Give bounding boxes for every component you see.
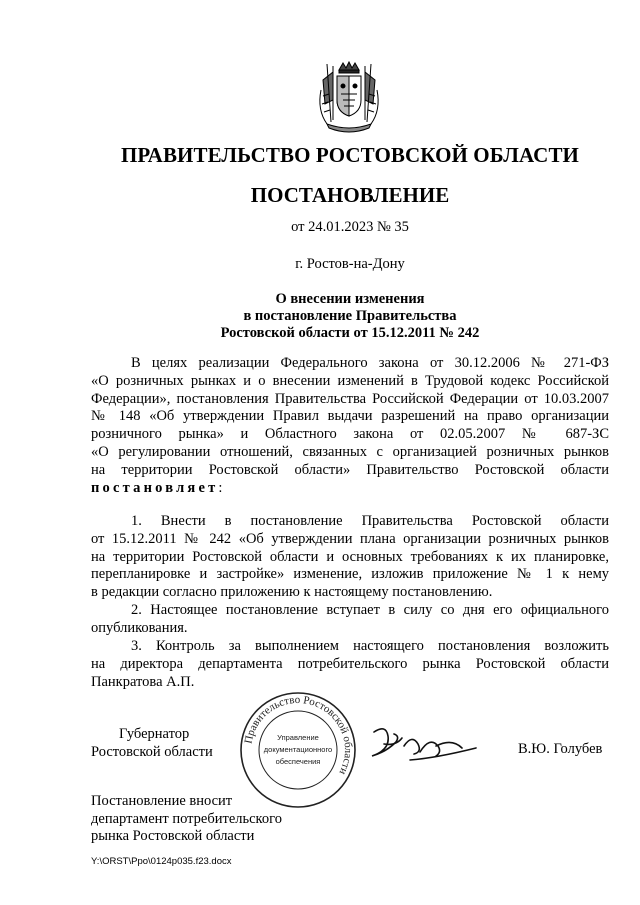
item-line: на территории Ростовской области и основных требованиях к их планировке, bbox=[91, 548, 609, 565]
position-line: Губернатор bbox=[119, 726, 190, 742]
preamble-resolves-line bbox=[91, 480, 609, 498]
issuer-line: рынка Ростовской области bbox=[91, 828, 255, 844]
item-3 bbox=[91, 638, 609, 691]
item-line: Панкратова А.П. bbox=[91, 673, 195, 690]
item-line: опубликования. bbox=[91, 619, 188, 636]
item-line: на директора департамента потребительского рынка Ростовской области bbox=[91, 655, 609, 672]
preamble-line: «О розничных рынках и о внесении изменений в Трудовой кодекс Российской bbox=[91, 372, 609, 389]
official-stamp bbox=[238, 690, 358, 810]
preamble-line: розничного рынка» и Областного закона от 02.05.2007 № 687-ЗС bbox=[91, 426, 609, 443]
item-line: 2. Настоящее постановление вступает в силу со дня его официального bbox=[131, 602, 609, 618]
item-line: 3. Контроль за выполнением настоящего постановления возложить bbox=[131, 638, 609, 654]
item-line: в редакции согласно приложению к настоящему постановлению. bbox=[91, 584, 493, 601]
preamble-line: Федерации», постановления Правительства Российской Федерации от 10.03.2007 bbox=[91, 390, 609, 407]
stamp-inner-line: документационного bbox=[263, 745, 333, 754]
preamble-line: на территории Ростовской области» Правительство Ростовской области bbox=[91, 461, 609, 478]
coat-of-arms-icon bbox=[313, 60, 385, 134]
preamble-line: № 148 «Об утверждении Правил выдачи разрешений на право организации bbox=[91, 408, 609, 425]
signatory-name: В.Ю. Голубев bbox=[518, 741, 603, 757]
resolves-colon: : bbox=[218, 479, 223, 496]
stamp-inner-line: обеспечения bbox=[275, 757, 321, 766]
file-path: Y:\ORST\Ppo\0124p035.f23.docx bbox=[91, 856, 232, 867]
issuer-line: Постановление вносит bbox=[91, 793, 233, 809]
organization-name: ПРАВИТЕЛЬСТВО РОСТОВСКОЙ ОБЛАСТИ bbox=[121, 143, 579, 167]
preamble-line: В целях реализации Федерального закона от 30.12.2006 № 271-ФЗ bbox=[131, 355, 609, 371]
issuer-line: департамент потребительского bbox=[91, 810, 282, 827]
resolves-word: постановляет bbox=[91, 479, 219, 496]
document-date-number: от 24.01.2023 № 35 bbox=[291, 219, 409, 235]
subject-line: О внесении изменения bbox=[275, 291, 425, 307]
item-1 bbox=[91, 513, 609, 602]
stamp-inner-line: Управление bbox=[277, 733, 319, 742]
item-line: 1. Внести в постановление Правительства Ростовской области bbox=[131, 513, 609, 529]
subject-line: в постановление Правительства bbox=[243, 308, 457, 324]
signatory-position bbox=[91, 725, 213, 761]
position-line: Ростовской области bbox=[91, 744, 213, 760]
document-type: ПОСТАНОВЛЕНИЕ bbox=[250, 183, 450, 207]
item-line: перепланировке и застройке» изменение, изложив приложение № 1 к нему bbox=[91, 566, 609, 583]
item-2 bbox=[91, 602, 609, 638]
document-subject bbox=[0, 291, 640, 342]
issuer-note bbox=[91, 793, 282, 846]
preamble-line: «О регулировании отношений, связанных с организацией розничных рынков bbox=[91, 443, 609, 460]
stamp-outer-path: Правительство Ростовской области bbox=[242, 693, 355, 777]
handwritten-signature-icon bbox=[366, 722, 486, 772]
item-line: от 15.12.2011 № 242 «Об утверждении плана организации розничных рынков bbox=[91, 530, 609, 547]
document-city: г. Ростов-на-Дону bbox=[295, 256, 405, 272]
subject-line: Ростовской области от 15.12.2011 № 242 bbox=[220, 325, 480, 341]
preamble bbox=[91, 355, 609, 497]
